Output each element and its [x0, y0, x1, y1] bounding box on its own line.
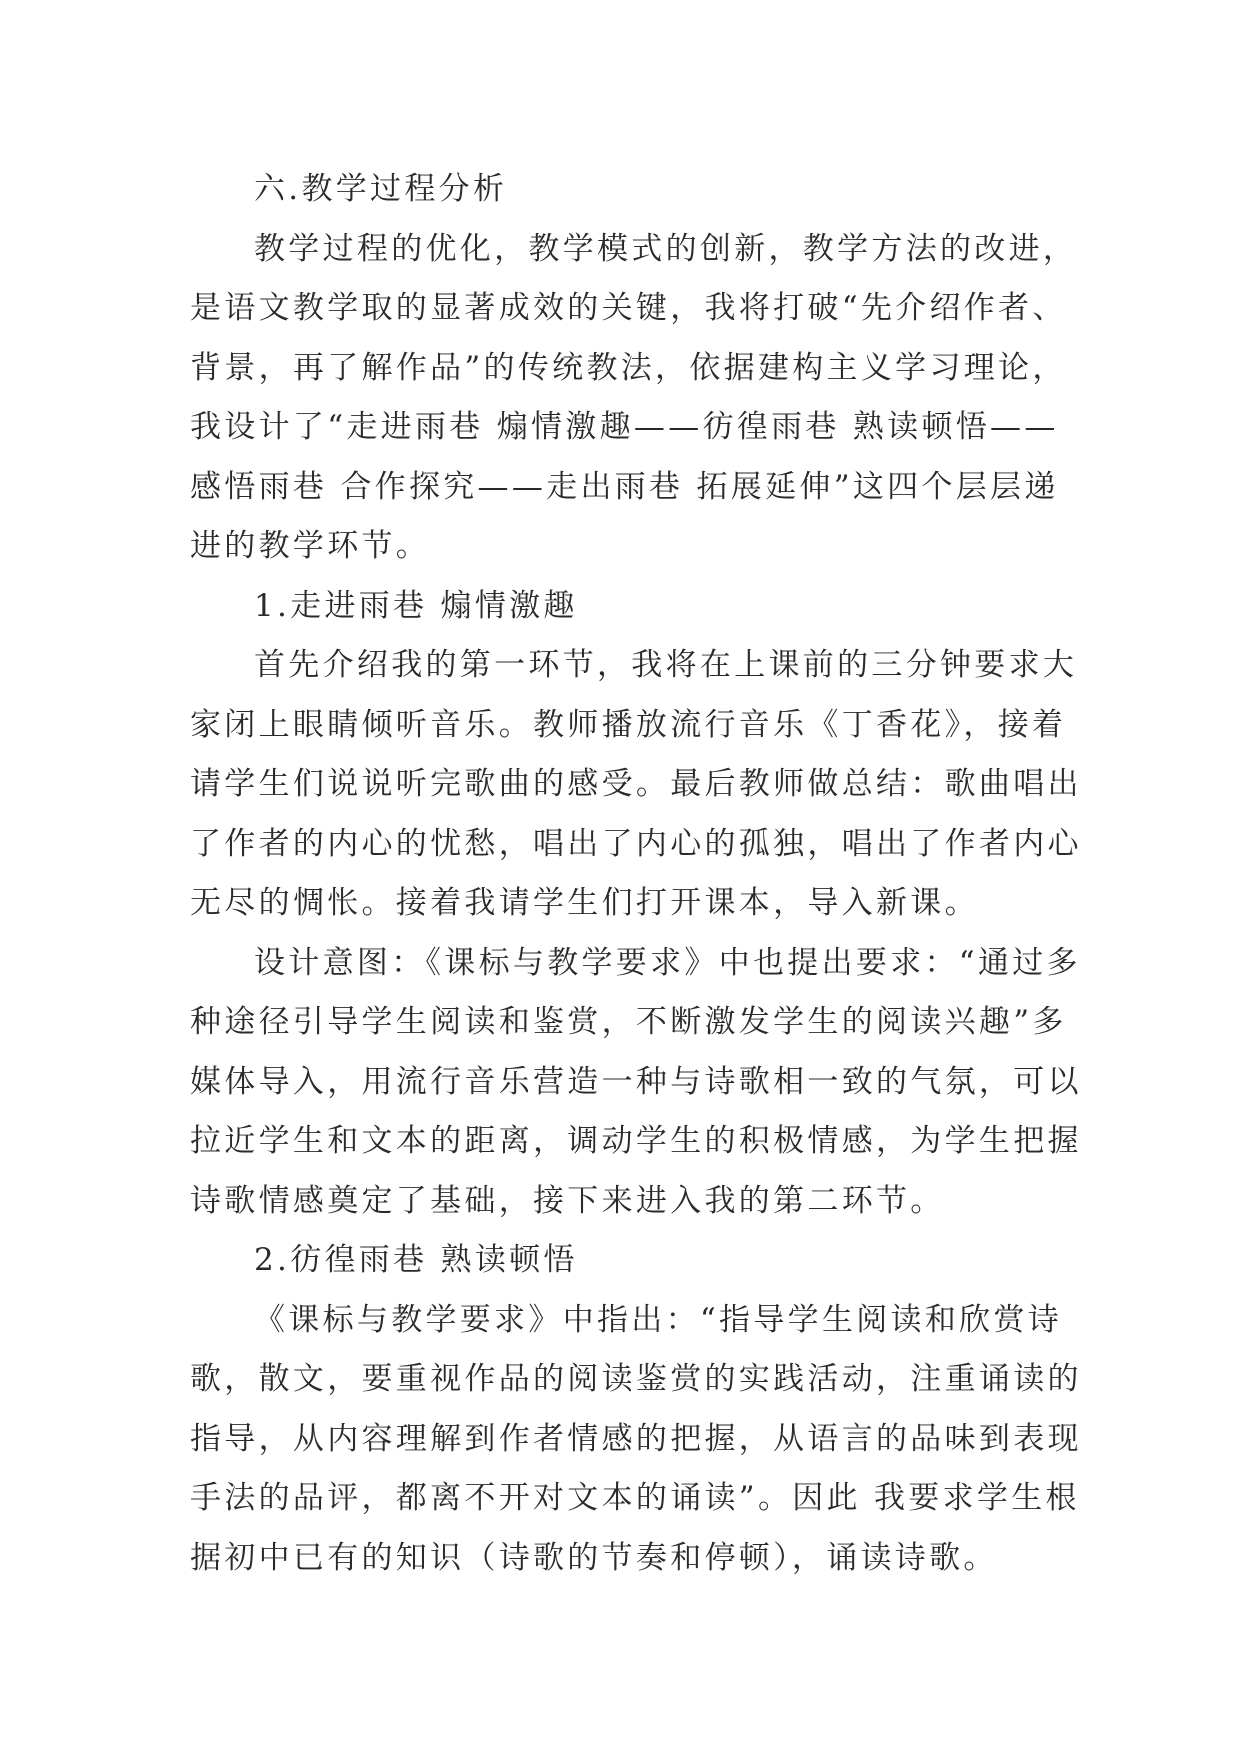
paragraph-line: 教学过程的优化，教学模式的创新，教学方法的改进，	[254, 230, 1078, 267]
paragraph-line: 是语文教学取的显著成效的关键，我将打破“先介绍作者、	[190, 290, 1067, 326]
paragraph-line: 指导，从内容理解到作者情感的把握，从语言的品味到表现	[190, 1420, 1082, 1457]
paragraph-line: 无尽的惆怅。接着我请学生们打开课本，导入新课。	[190, 885, 979, 921]
paragraph-line: 歌，散文，要重视作品的阅读鉴赏的实践活动，注重诵读的	[190, 1361, 1082, 1397]
paragraph-line: 了作者的内心的忧愁，唱出了内心的孤独，唱出了作者内心	[190, 825, 1082, 862]
paragraph-line: 手法的品评，都离不开对文本的诵读”。因此 我要求学生根	[190, 1480, 1080, 1516]
paragraph-line: 种途径引导学生阅读和鉴赏，不断激发学生的阅读兴趣”多	[190, 1004, 1067, 1040]
paragraph-line: 背景，再了解作品”的传统教法，依据建构主义学习理论，	[190, 349, 1067, 386]
paragraph-line: 《课标与教学要求》中指出：“指导学生阅读和欣赏诗	[254, 1301, 1063, 1338]
subsection-heading: 1.走进雨巷 煽情激趣	[254, 587, 578, 624]
document-body	[190, 160, 1082, 1588]
paragraph-line: 感悟雨巷 合作探究——走出雨巷 拓展延伸”这四个层层递	[190, 468, 1059, 505]
paragraph-line: 诗歌情感奠定了基础，接下来进入我的第二环节。	[190, 1182, 945, 1219]
subsection-heading: 2.彷徨雨巷 熟读顿悟	[254, 1242, 578, 1278]
paragraph-line: 据初中已有的知识（诗歌的节奏和停顿），诵读诗歌。	[190, 1539, 998, 1576]
paragraph-line: 我设计了“走进雨巷 煽情激趣——彷徨雨巷 熟读顿悟——	[190, 409, 1059, 445]
paragraph-line: 请学生们说说听完歌曲的感受。最后教师做总结：歌曲唱出	[190, 766, 1082, 802]
paragraph-line: 拉近学生和文本的距离，调动学生的积极情感，为学生把握	[190, 1123, 1082, 1159]
paragraph-line: 进的教学环节。	[190, 528, 431, 564]
paragraph-line: 家闭上眼睛倾听音乐。教师播放流行音乐《丁香花》，接着	[190, 706, 1067, 743]
paragraph-line: 首先介绍我的第一环节，我将在上课前的三分钟要求大	[254, 647, 1078, 683]
paragraph-line: 设计意图：《课标与教学要求》中也提出要求：“通过多	[254, 944, 1081, 981]
section-heading: 六.教学过程分析	[254, 171, 508, 207]
paragraph-line: 媒体导入，用流行音乐营造一种与诗歌相一致的气氛，可以	[190, 1063, 1082, 1100]
